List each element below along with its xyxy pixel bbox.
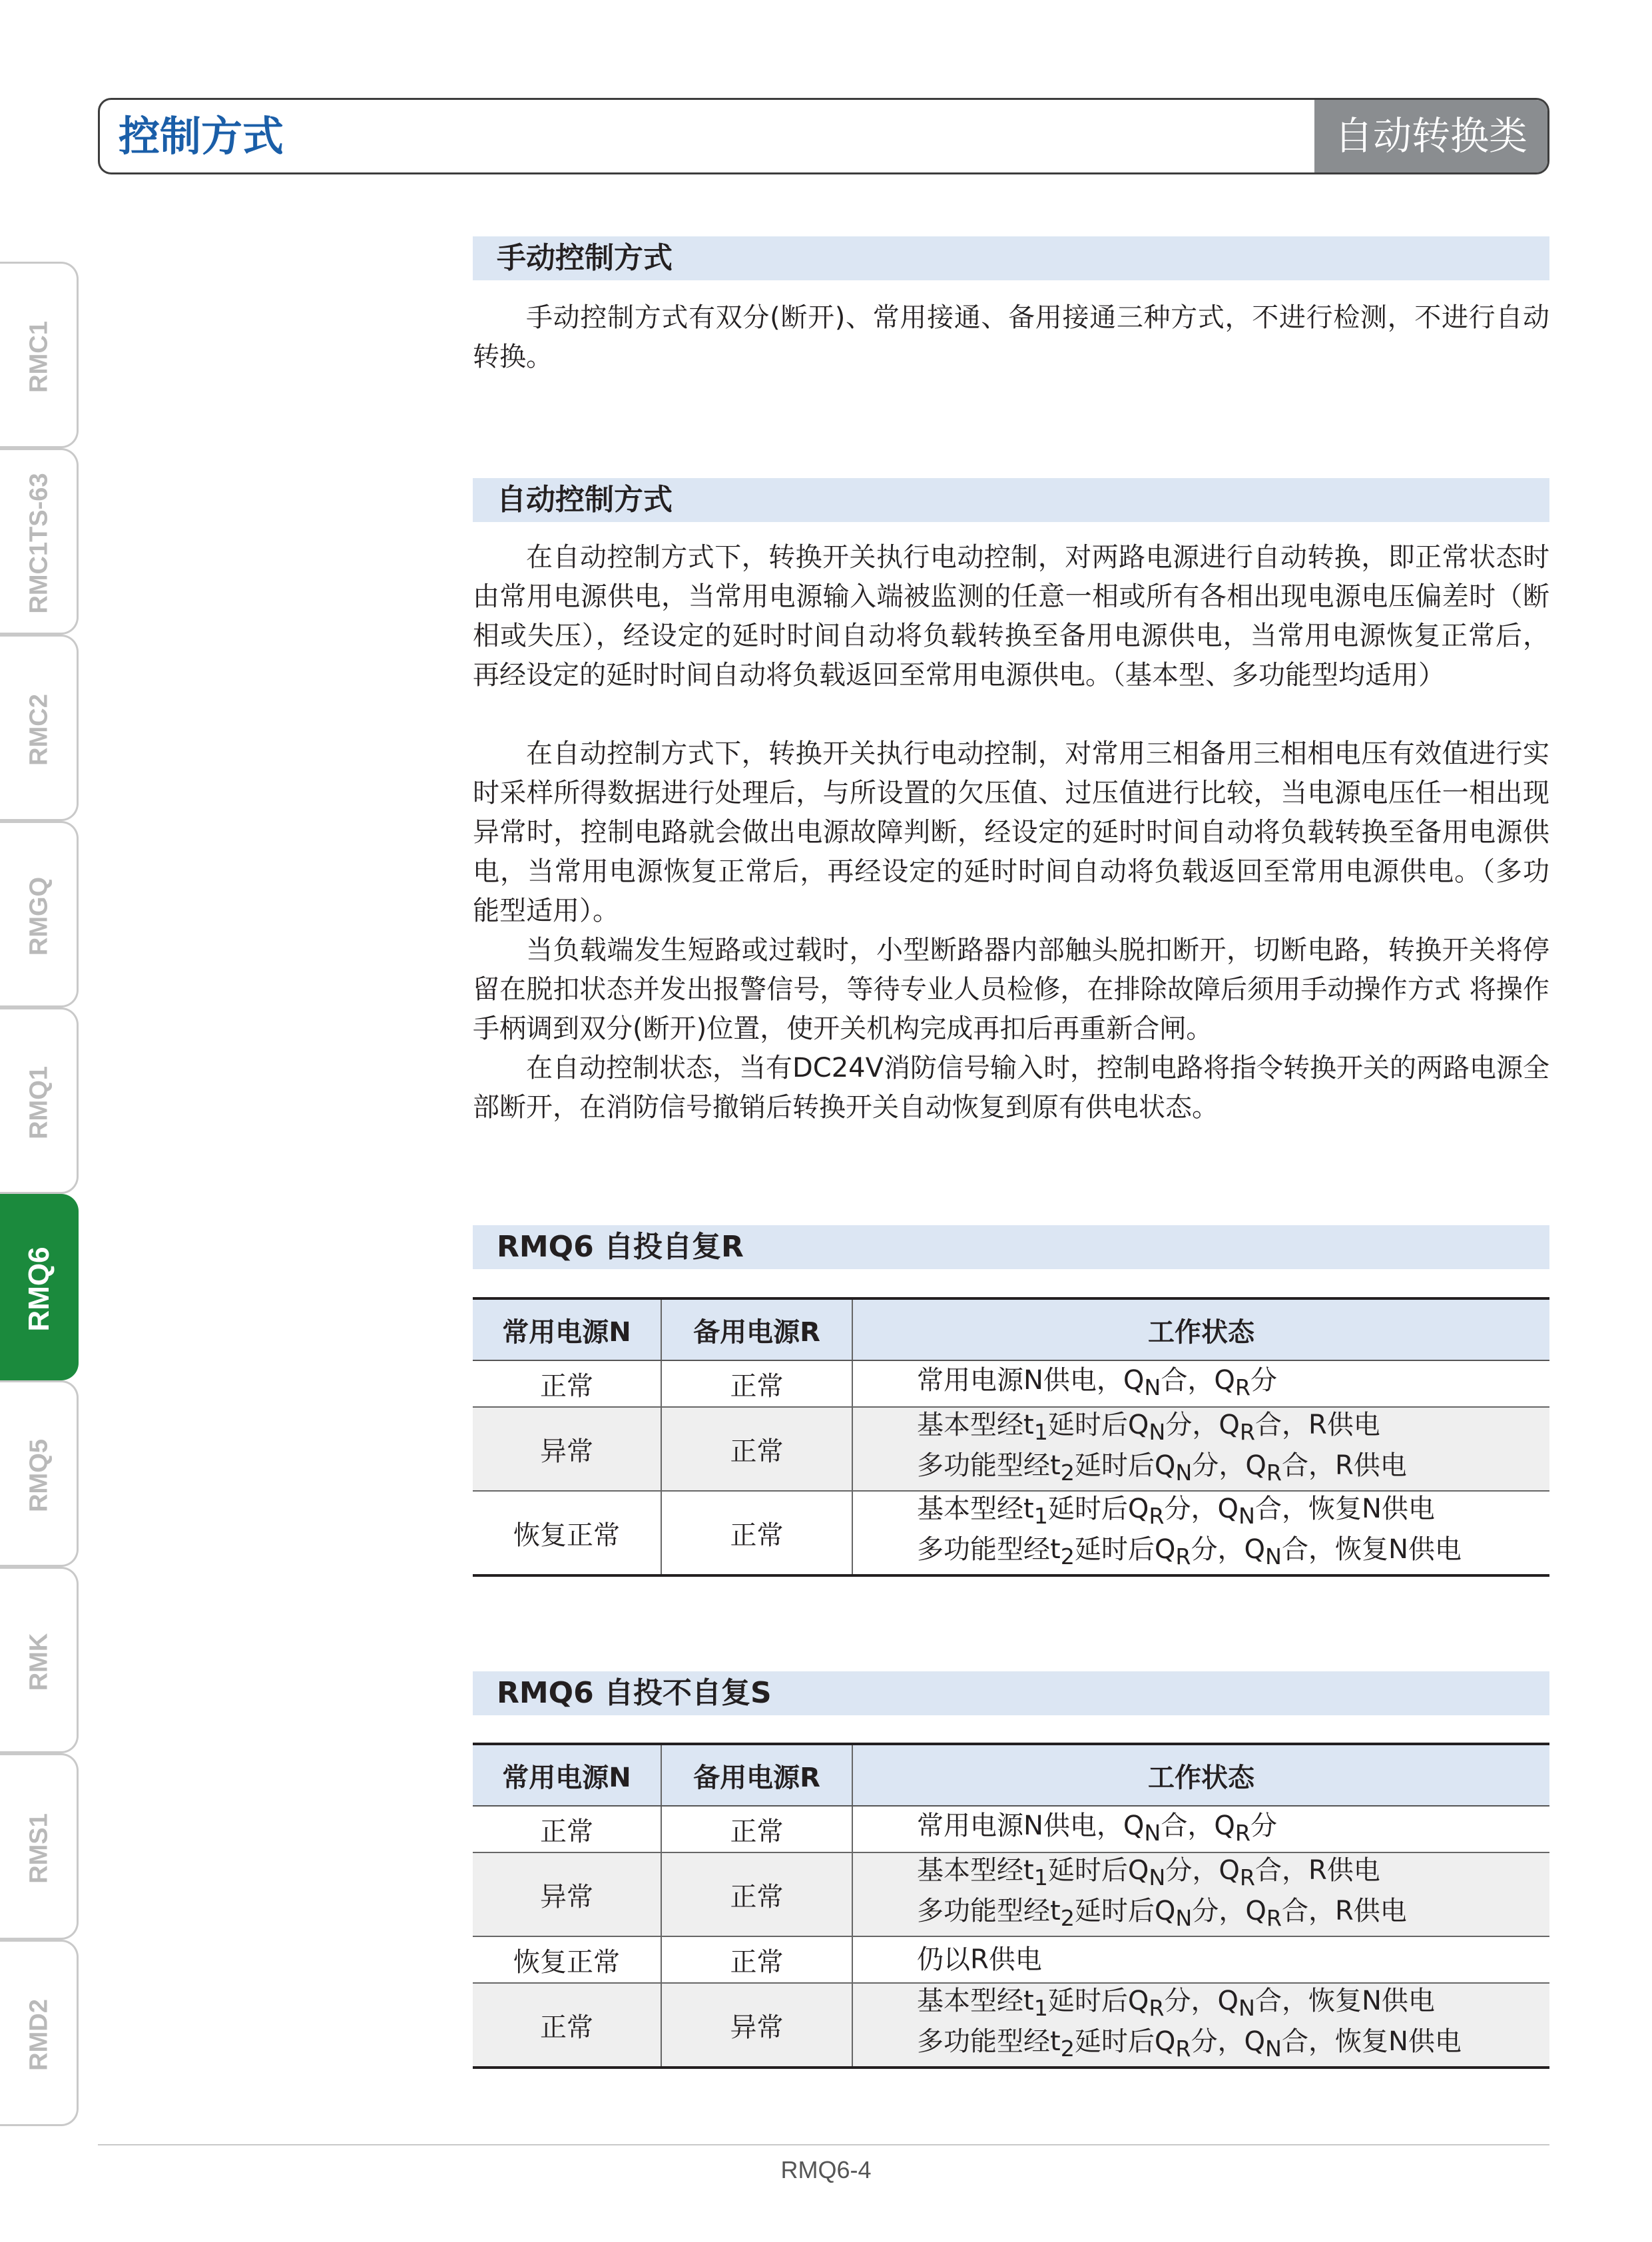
table-row (473, 1407, 1549, 1491)
section-table-r (473, 1225, 1549, 1269)
table-row (473, 1806, 1549, 1852)
status-line: 多功能型经$t_2$延时后$Q_N$分，$Q_R$合，R供电 (917, 1896, 1407, 1931)
footer-divider (98, 2144, 1549, 2145)
category-label: 自动转换类 (1314, 100, 1547, 172)
table-row (473, 1360, 1549, 1407)
tab-rmd2[interactable] (0, 1940, 79, 2126)
cell-normal: 恢复正常 (473, 1936, 661, 1983)
col-work-status: 工作状态 (852, 1744, 1549, 1806)
cell-normal: 异常 (473, 1852, 661, 1936)
table-row (473, 1936, 1549, 1983)
tab-label: RMD2 (25, 1999, 53, 2071)
cell-status (852, 1936, 1549, 1983)
section-auto-control (473, 478, 1549, 522)
tab-label: RMQ5 (25, 1439, 53, 1512)
cell-backup: 正常 (661, 1360, 852, 1407)
section-title: RMQ6 自投不自复S (497, 1676, 772, 1710)
page-number: RMQ6-4 (780, 2156, 872, 2183)
status-line: 基本型经$t_1$延时后$Q_N$分，$Q_R$合，R供电 (917, 1855, 1380, 1890)
cell-status (852, 1491, 1549, 1575)
tab-rmc1[interactable] (0, 262, 79, 448)
cell-status (852, 1983, 1549, 2068)
table-row (473, 1852, 1549, 1936)
cell-normal: 正常 (473, 1360, 661, 1407)
cell-normal: 恢复正常 (473, 1491, 661, 1575)
status-line: 常用电源N供电，$Q_N$合，$Q_R$分 (917, 1364, 1277, 1400)
auto-paragraph-2: 在自动控制方式下，转换开关执行电动控制，对常用三相备用三相相电压有效值进行实时采样所得数据进行处理后，与所设置的欠压值、过压值进行比较，当电源电压任一相出现异常时，控制电路就会做出电源故障判断，经设定的延时时间自动将负载转换至备用电源供电，当常用电源恢复正常后，再经设定的延时时间自动将负载返回至常用电源供电。（多功能型适用）。 (473, 738, 1549, 926)
table-s (473, 1743, 1549, 2069)
table-header-row (473, 1744, 1549, 1806)
tab-rmq5[interactable] (0, 1380, 79, 1567)
tab-rmk[interactable] (0, 1567, 79, 1753)
col-backup-power: 备用电源R (661, 1744, 852, 1806)
cell-status (852, 1806, 1549, 1852)
status-line: 基本型经$t_1$延时后$Q_N$分，$Q_R$合，R供电 (917, 1410, 1380, 1445)
table-row (473, 1983, 1549, 2068)
tab-label: RMQ6 (23, 1247, 55, 1332)
section-title: 手动控制方式 (497, 241, 673, 275)
status-line: 基本型经$t_1$延时后$Q_R$分，$Q_N$合，恢复N供电 (917, 1986, 1435, 2021)
cell-normal: 正常 (473, 1983, 661, 2068)
tab-rmq6[interactable] (0, 1194, 79, 1380)
col-normal-power: 常用电源N (473, 1744, 661, 1806)
table-r (473, 1297, 1549, 1577)
cell-status (852, 1360, 1549, 1407)
cell-backup: 正常 (661, 1806, 852, 1852)
tab-label: RMQ1 (25, 1066, 53, 1139)
page-header (98, 98, 1549, 174)
col-work-status: 工作状态 (852, 1298, 1549, 1360)
section-title: 自动控制方式 (497, 483, 673, 517)
cell-normal: 正常 (473, 1806, 661, 1852)
status-line: 常用电源N供电，$Q_N$合，$Q_R$分 (917, 1810, 1277, 1846)
auto-paragraph-1: 在自动控制方式下，转换开关执行电动控制，对两路电源进行自动转换，即正常状态时由常用电源供电，当常用电源输入端被监测的任意一相或所有各相出现电源电压偏差时（断相或失压），经设定的延时时间自动将负载转换至备用电源供电，当常用电源恢复正常后，再经设定的延时时间自动将负载返回至常用电源供电。（基本型、多功能型均适用） (473, 542, 1549, 691)
status-line: 仍以R供电 (917, 1944, 1042, 1975)
col-normal-power: 常用电源N (473, 1298, 661, 1360)
tab-label: RMC2 (25, 694, 53, 766)
section-title: RMQ6 自投自复R (497, 1230, 744, 1264)
auto-paragraph-3: 当负载端发生短路或过载时，小型断路器内部触头脱扣断开，切断电路，转换开关将停留在脱扣状态并发出报警信号，等待专业人员检修，在排除故障后须用手动操作方式 将操作手柄调到双分(断开)位置，使开关机构完成再扣后再重新合闸。 (473, 935, 1549, 1044)
section-manual-control (473, 236, 1549, 280)
status-line: 多功能型经$t_2$延时后$Q_R$分，$Q_N$合，恢复N供电 (917, 1534, 1462, 1569)
table-row (473, 1491, 1549, 1575)
status-line: 基本型经$t_1$延时后$Q_R$分，$Q_N$合，恢复N供电 (917, 1494, 1435, 1529)
cell-backup: 异常 (661, 1983, 852, 2068)
cell-backup: 正常 (661, 1936, 852, 1983)
cell-status (852, 1852, 1549, 1936)
auto-paragraph-4: 在自动控制状态，当有DC24V消防信号输入时，控制电路将指令转换开关的两路电源全部断开，在消防信号撤销后转换开关自动恢复到原有供电状态。 (473, 1053, 1549, 1123)
tab-label: RMK (25, 1633, 53, 1691)
tab-rmc2[interactable] (0, 635, 79, 821)
tab-label: RMS1 (25, 1813, 53, 1884)
section-table-s (473, 1671, 1549, 1715)
tab-label: RMC1 (25, 321, 53, 393)
tab-rms1[interactable] (0, 1753, 79, 1940)
cell-backup: 正常 (661, 1407, 852, 1491)
col-backup-power: 备用电源R (661, 1298, 852, 1360)
page-title: 控制方式 (119, 112, 284, 160)
cell-backup: 正常 (661, 1852, 852, 1936)
tab-rmgq[interactable] (0, 821, 79, 1007)
cell-status (852, 1407, 1549, 1491)
tab-label: RMC1TS-63 (25, 473, 53, 614)
status-line: 多功能型经$t_2$延时后$Q_R$分，$Q_N$合，恢复N供电 (917, 2026, 1462, 2062)
tab-rmq1[interactable] (0, 1007, 79, 1194)
manual-paragraph: 手动控制方式有双分(断开)、常用接通、备用接通三种方式，不进行检测，不进行自动转换。 (473, 302, 1549, 372)
status-line: 多功能型经$t_2$延时后$Q_N$分，$Q_R$合，R供电 (917, 1450, 1407, 1486)
tab-label: RMGQ (25, 876, 53, 956)
table-header-row (473, 1298, 1549, 1360)
cell-backup: 正常 (661, 1491, 852, 1575)
cell-normal: 异常 (473, 1407, 661, 1491)
tab-rmc1ts-63[interactable] (0, 448, 79, 635)
